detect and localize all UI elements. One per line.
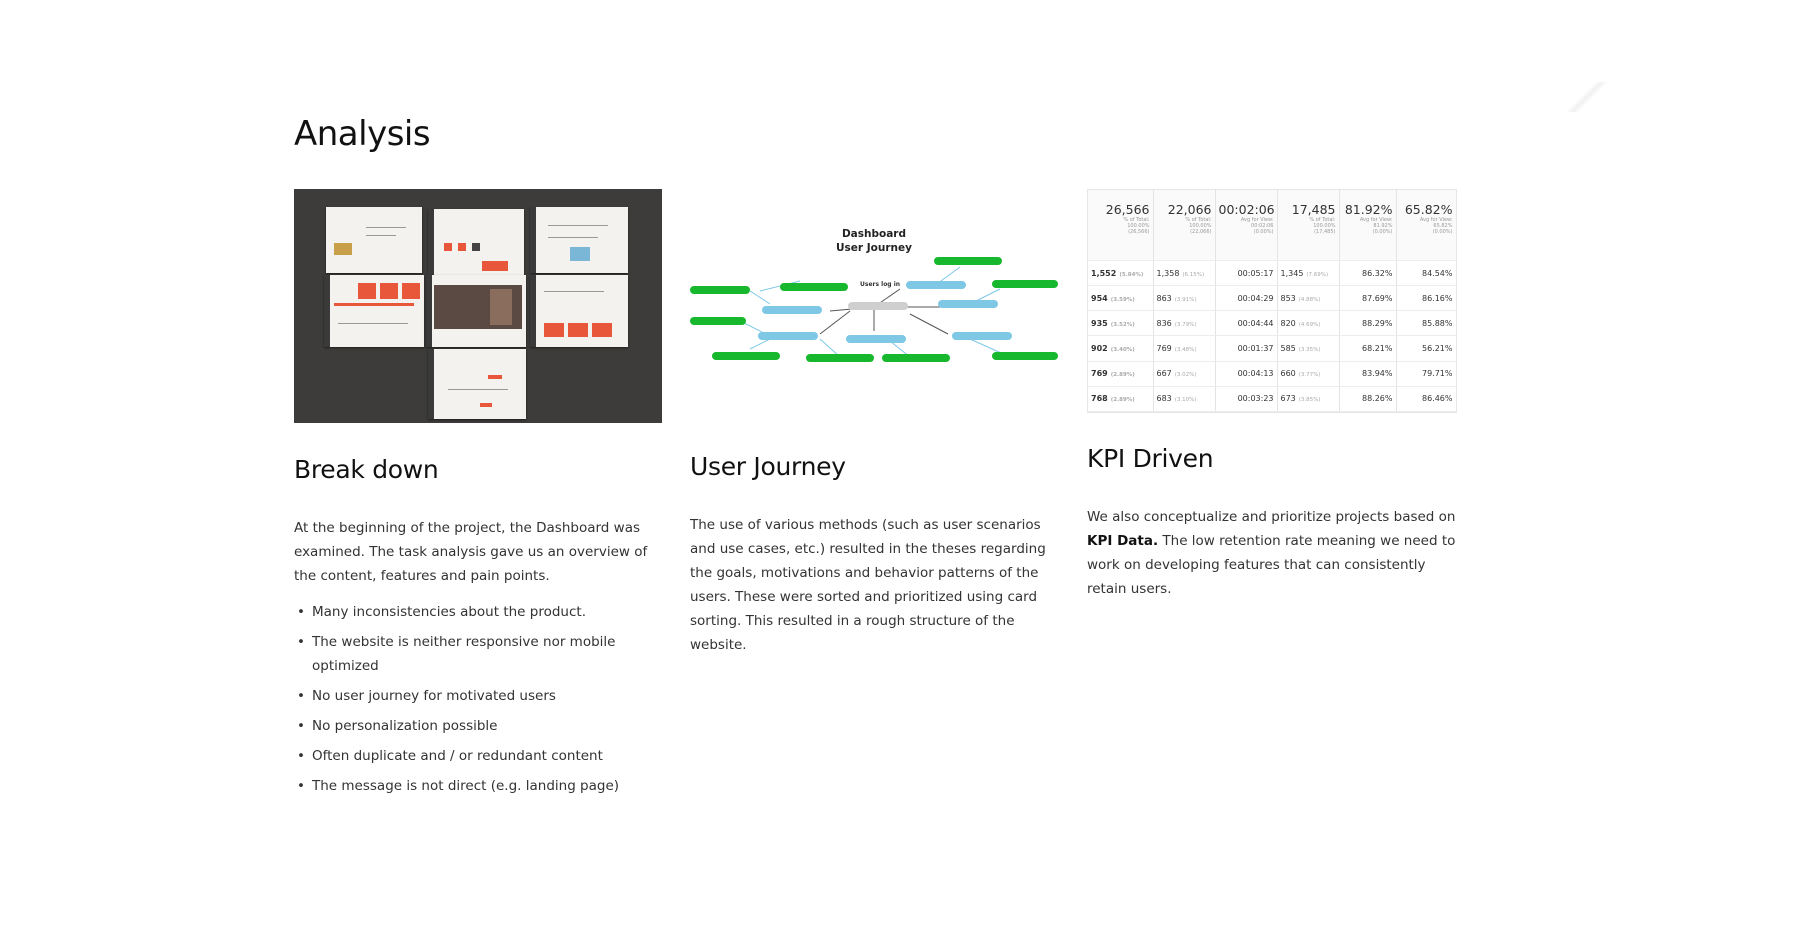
kpi-analytics-table: [1087, 189, 1457, 413]
list-item: • The message is not direct (e.g. landing page): [294, 774, 634, 798]
user-journey-diagram: [690, 189, 1058, 423]
kpi-total-cell: 65.82% Avg for View: 65.82% (0.00%): [1396, 190, 1456, 261]
diagram-node-label: Users log in: [860, 281, 901, 288]
journey-node: [882, 354, 950, 362]
user-journey-paragraph: The use of various methods (such as user scenarios and use cases, etc.) resulted in the theses regarding the goals, motivations and behavior patterns of the users. These were sorted and prioritized using card sorting. This resulted in a rough structure of the website.: [690, 517, 1046, 653]
list-item: • Often duplicate and / or redundant content: [294, 744, 634, 768]
journey-node: [780, 283, 848, 291]
table-row: 954 (3.59%) 863 (3.91%) 00:04:29 853 (4.88%) 87.69% 86.16%: [1088, 286, 1456, 311]
kpi-heading: KPI Driven: [1087, 444, 1214, 473]
printout-3: [530, 207, 628, 273]
kpi-total-cell: 81.92% Avg for View: 81.92% (0.00%): [1339, 190, 1396, 261]
kpi-table: [1088, 190, 1457, 412]
kpi-data-bold: KPI Data.: [1087, 533, 1159, 549]
diagram-title: Dashboard User Journey: [836, 228, 912, 254]
table-row: 768 (2.89%) 683 (3.10%) 00:03:23 673 (3.85%) 88.26% 86.46%: [1088, 386, 1456, 411]
breakdown-heading: Break down: [294, 455, 439, 484]
printout-1: [326, 207, 422, 273]
journey-node: [992, 352, 1058, 360]
journey-node: [848, 302, 908, 310]
journey-node: [938, 300, 998, 308]
printout-7: [428, 349, 526, 419]
decorative-glare: [1567, 82, 1607, 112]
breakdown-photo: [294, 189, 662, 423]
journey-node: [758, 332, 818, 340]
printout-2: [428, 209, 524, 275]
kpi-total-cell: 00:02:06 Avg for View: 00:02:06 (0.00%): [1215, 190, 1277, 261]
printout-5: [426, 275, 526, 347]
table-row: 935 (3.52%) 836 (3.79%) 00:04:44 820 (4.69%) 88.29% 85.88%: [1088, 311, 1456, 336]
journey-node: [712, 352, 780, 360]
journey-node: [690, 286, 750, 294]
user-journey-heading: User Journey: [690, 452, 846, 481]
kpi-total-cell: 26,566 % of Total: 100.00% (26,566): [1088, 190, 1153, 261]
journey-node: [690, 317, 746, 325]
list-item: • No user journey for motivated users: [294, 684, 634, 708]
journey-node: [762, 306, 822, 314]
kpi-total-cell: 22,066 % of Total: 100.00% (22,066): [1153, 190, 1215, 261]
list-item: • The website is neither responsive nor mobile optimized: [294, 630, 634, 678]
kpi-total-cell: 17,485 % of Total: 100.00% (17,485): [1277, 190, 1339, 261]
journey-node: [934, 257, 1002, 265]
journey-node: [806, 354, 874, 362]
breakdown-bullet-list: [294, 600, 634, 804]
kpi-paragraph: We also conceptualize and prioritize projects based on KPI Data. The low retention rate meaning we need to work on developing features that can consistently retain users.: [1087, 509, 1456, 597]
table-row: 902 (3.40%) 769 (3.48%) 00:01:37 585 (3.35%) 68.21% 56.21%: [1088, 336, 1456, 361]
table-row: 769 (2.89%) 667 (3.02%) 00:04:13 660 (3.77%) 83.94% 79.71%: [1088, 361, 1456, 386]
list-item: • No personalization possible: [294, 714, 634, 738]
page-title: Analysis: [294, 114, 431, 154]
printout-4: [324, 275, 424, 347]
journey-node: [952, 332, 1012, 340]
journey-node: [846, 335, 906, 343]
table-row: 1,552 (5.84%) 1,358 (6.15%) 00:05:17 1,345 (7.69%) 86.32% 84.54%: [1088, 261, 1456, 286]
journey-node: [992, 280, 1058, 288]
journey-node: [906, 281, 966, 289]
kpi-totals-row: [1088, 190, 1456, 261]
breakdown-paragraph: At the beginning of the project, the Dashboard was examined. The task analysis gave us an overview of the content, features and pain points.: [294, 520, 648, 584]
list-item: • Many inconsistencies about the product.: [294, 600, 634, 624]
printout-6: [530, 275, 628, 347]
